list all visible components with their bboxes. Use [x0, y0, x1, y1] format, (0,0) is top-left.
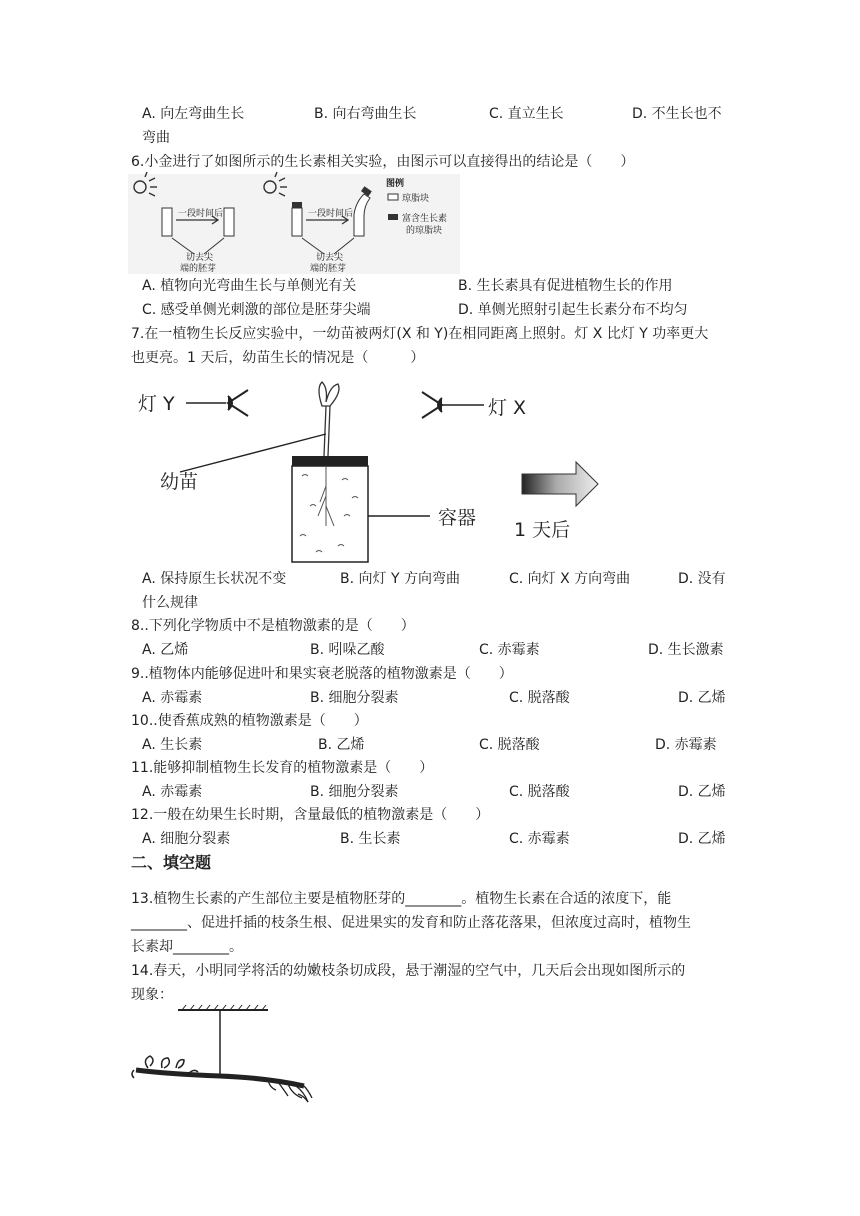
seedling-illustration [319, 382, 339, 456]
q5-option-d-wrap: 弯曲 [142, 130, 170, 146]
q13-line3: 长素却________。 [131, 939, 243, 955]
coleoptile-stump-3 [292, 208, 302, 236]
q6-cut-label-2a: 切去尖 [316, 253, 344, 263]
q9-option-c: C. 脱落酸 [509, 690, 570, 706]
coleoptile-stump-2 [224, 208, 234, 236]
q5-option-c: C. 直立生长 [489, 106, 564, 122]
q6-cut-label-1a: 切去尖 [186, 253, 214, 263]
q7-option-a: A. 保持原生长状况不变 [142, 571, 287, 587]
q7-option-d-wrap: 什么规律 [142, 595, 198, 611]
q14-line1: 14.春天，小明同学将活的幼嫩枝条切成段，悬于潮湿的空气中，几天后会出现如图所示的 [131, 963, 686, 979]
q6-stem: 6.小金进行了如图所示的生长素相关实验，由图示可以直接得出的结论是（ ） [131, 154, 635, 170]
q11-stem: 11.能够抑制植物生长发育的植物激素是（ ） [131, 760, 434, 776]
q6-option-d: D. 单侧光照射引起生长素分布不均匀 [458, 302, 688, 318]
q5-option-a: A. 向左弯曲生长 [142, 106, 245, 122]
q7-option-c: C. 向灯 X 方向弯曲 [509, 571, 631, 587]
q6-figure [128, 174, 460, 274]
q8-option-c: C. 赤霉素 [479, 642, 540, 658]
lamp-x-icon [422, 392, 442, 418]
q6-option-a: A. 植物向光弯曲生长与单侧光有关 [142, 278, 357, 294]
q12-option-c: C. 赤霉素 [509, 831, 570, 847]
q7-option-b: B. 向灯 Y 方向弯曲 [340, 571, 460, 587]
q11-option-c: C. 脱落酸 [509, 784, 570, 800]
q10-option-d: D. 赤霉素 [655, 737, 717, 753]
seedling-label: 幼苗 [160, 471, 199, 493]
q12-option-b: B. 生长素 [340, 831, 401, 847]
q13-line1: 13.植物生长素的产生部位主要是植物胚芽的________。植物生长素在合适的浓度下，能 [131, 891, 672, 907]
q8-option-d: D. 生长激素 [648, 642, 724, 658]
q5-option-b: B. 向右弯曲生长 [314, 106, 417, 122]
q9-option-a: A. 赤霉素 [142, 690, 203, 706]
section-heading-fill-in: 二、填空题 [131, 853, 212, 872]
coleoptile-stump-1 [162, 208, 172, 236]
q8-stem: 8..下列化学物质中不是植物激素的是（ ） [131, 618, 415, 634]
q13-line2: ________、促进扦插的枝条生根、促进果实的发育和防止落花落果，但浓度过高时，植物生 [131, 915, 691, 931]
container-label: 容器 [438, 507, 477, 529]
q5-option-d: D. 不生长也不 [632, 106, 722, 122]
container-soil-top [292, 456, 368, 466]
legend-auxin-b: 的琼脂块 [406, 226, 443, 236]
q8-option-b: B. 吲哚乙酸 [310, 642, 385, 658]
arrow-right-icon [522, 462, 598, 506]
lamp-y-label: 灯 Y [138, 393, 175, 415]
q7-option-d: D. 没有 [678, 571, 726, 587]
q12-stem: 12.一般在幼果生长时期，含量最低的植物激素是（ ） [131, 807, 490, 823]
q6-arrow-label-1: 一段时间后 [178, 209, 224, 219]
after-one-day-label: 1 天后 [514, 519, 571, 541]
q8-option-a: A. 乙烯 [142, 642, 189, 658]
q6-cut-label-1b: 端的胚芽 [180, 264, 217, 274]
q10-option-a: A. 生长素 [142, 737, 203, 753]
q12-option-d: D. 乙烯 [678, 831, 726, 847]
q9-option-b: B. 细胞分裂素 [310, 690, 399, 706]
q6-arrow-label-2: 一段时间后 [308, 209, 354, 219]
q12-option-a: A. 细胞分裂素 [142, 831, 231, 847]
legend-auxin-a: 富含生长素 [402, 214, 448, 224]
lamp-y-icon [228, 390, 248, 416]
q11-option-b: B. 细胞分裂素 [310, 784, 399, 800]
legend-title: 图例 [386, 179, 405, 189]
agar-block-auxin [292, 202, 302, 208]
q7-figure [130, 376, 610, 566]
q9-option-d: D. 乙烯 [678, 690, 726, 706]
q9-stem: 9..植物体内能够促进叶和果实衰老脱落的植物激素是（ ） [131, 666, 513, 682]
container-body [292, 466, 368, 562]
q10-option-b: B. 乙烯 [318, 737, 365, 753]
q6-option-c: C. 感受单侧光刺激的部位是胚芽尖端 [142, 302, 371, 318]
q11-option-d: D. 乙烯 [678, 784, 726, 800]
q10-stem: 10..使香蕉成熟的植物激素是（ ） [131, 713, 368, 729]
q6-option-b: B. 生长素具有促进植物生长的作用 [458, 278, 673, 294]
q14-hanging-branch-figure [128, 1004, 328, 1114]
q7-stem-line1: 7.在一植物生长反应实验中，一幼苗被两灯(X 和 Y)在相同距离上照射。灯 X 比灯 Y 功率更大 [131, 326, 709, 342]
q14-line2: 现象： [131, 987, 173, 1003]
q11-option-a: A. 赤霉素 [142, 784, 203, 800]
legend-agar: 琼脂块 [402, 194, 430, 204]
q7-stem-line2: 也更亮。1 天后，幼苗生长的情况是（ ） [131, 350, 425, 366]
q6-cut-label-2b: 端的胚芽 [310, 264, 347, 274]
lamp-x-label: 灯 X [488, 397, 527, 419]
q10-option-c: C. 脱落酸 [479, 737, 540, 753]
